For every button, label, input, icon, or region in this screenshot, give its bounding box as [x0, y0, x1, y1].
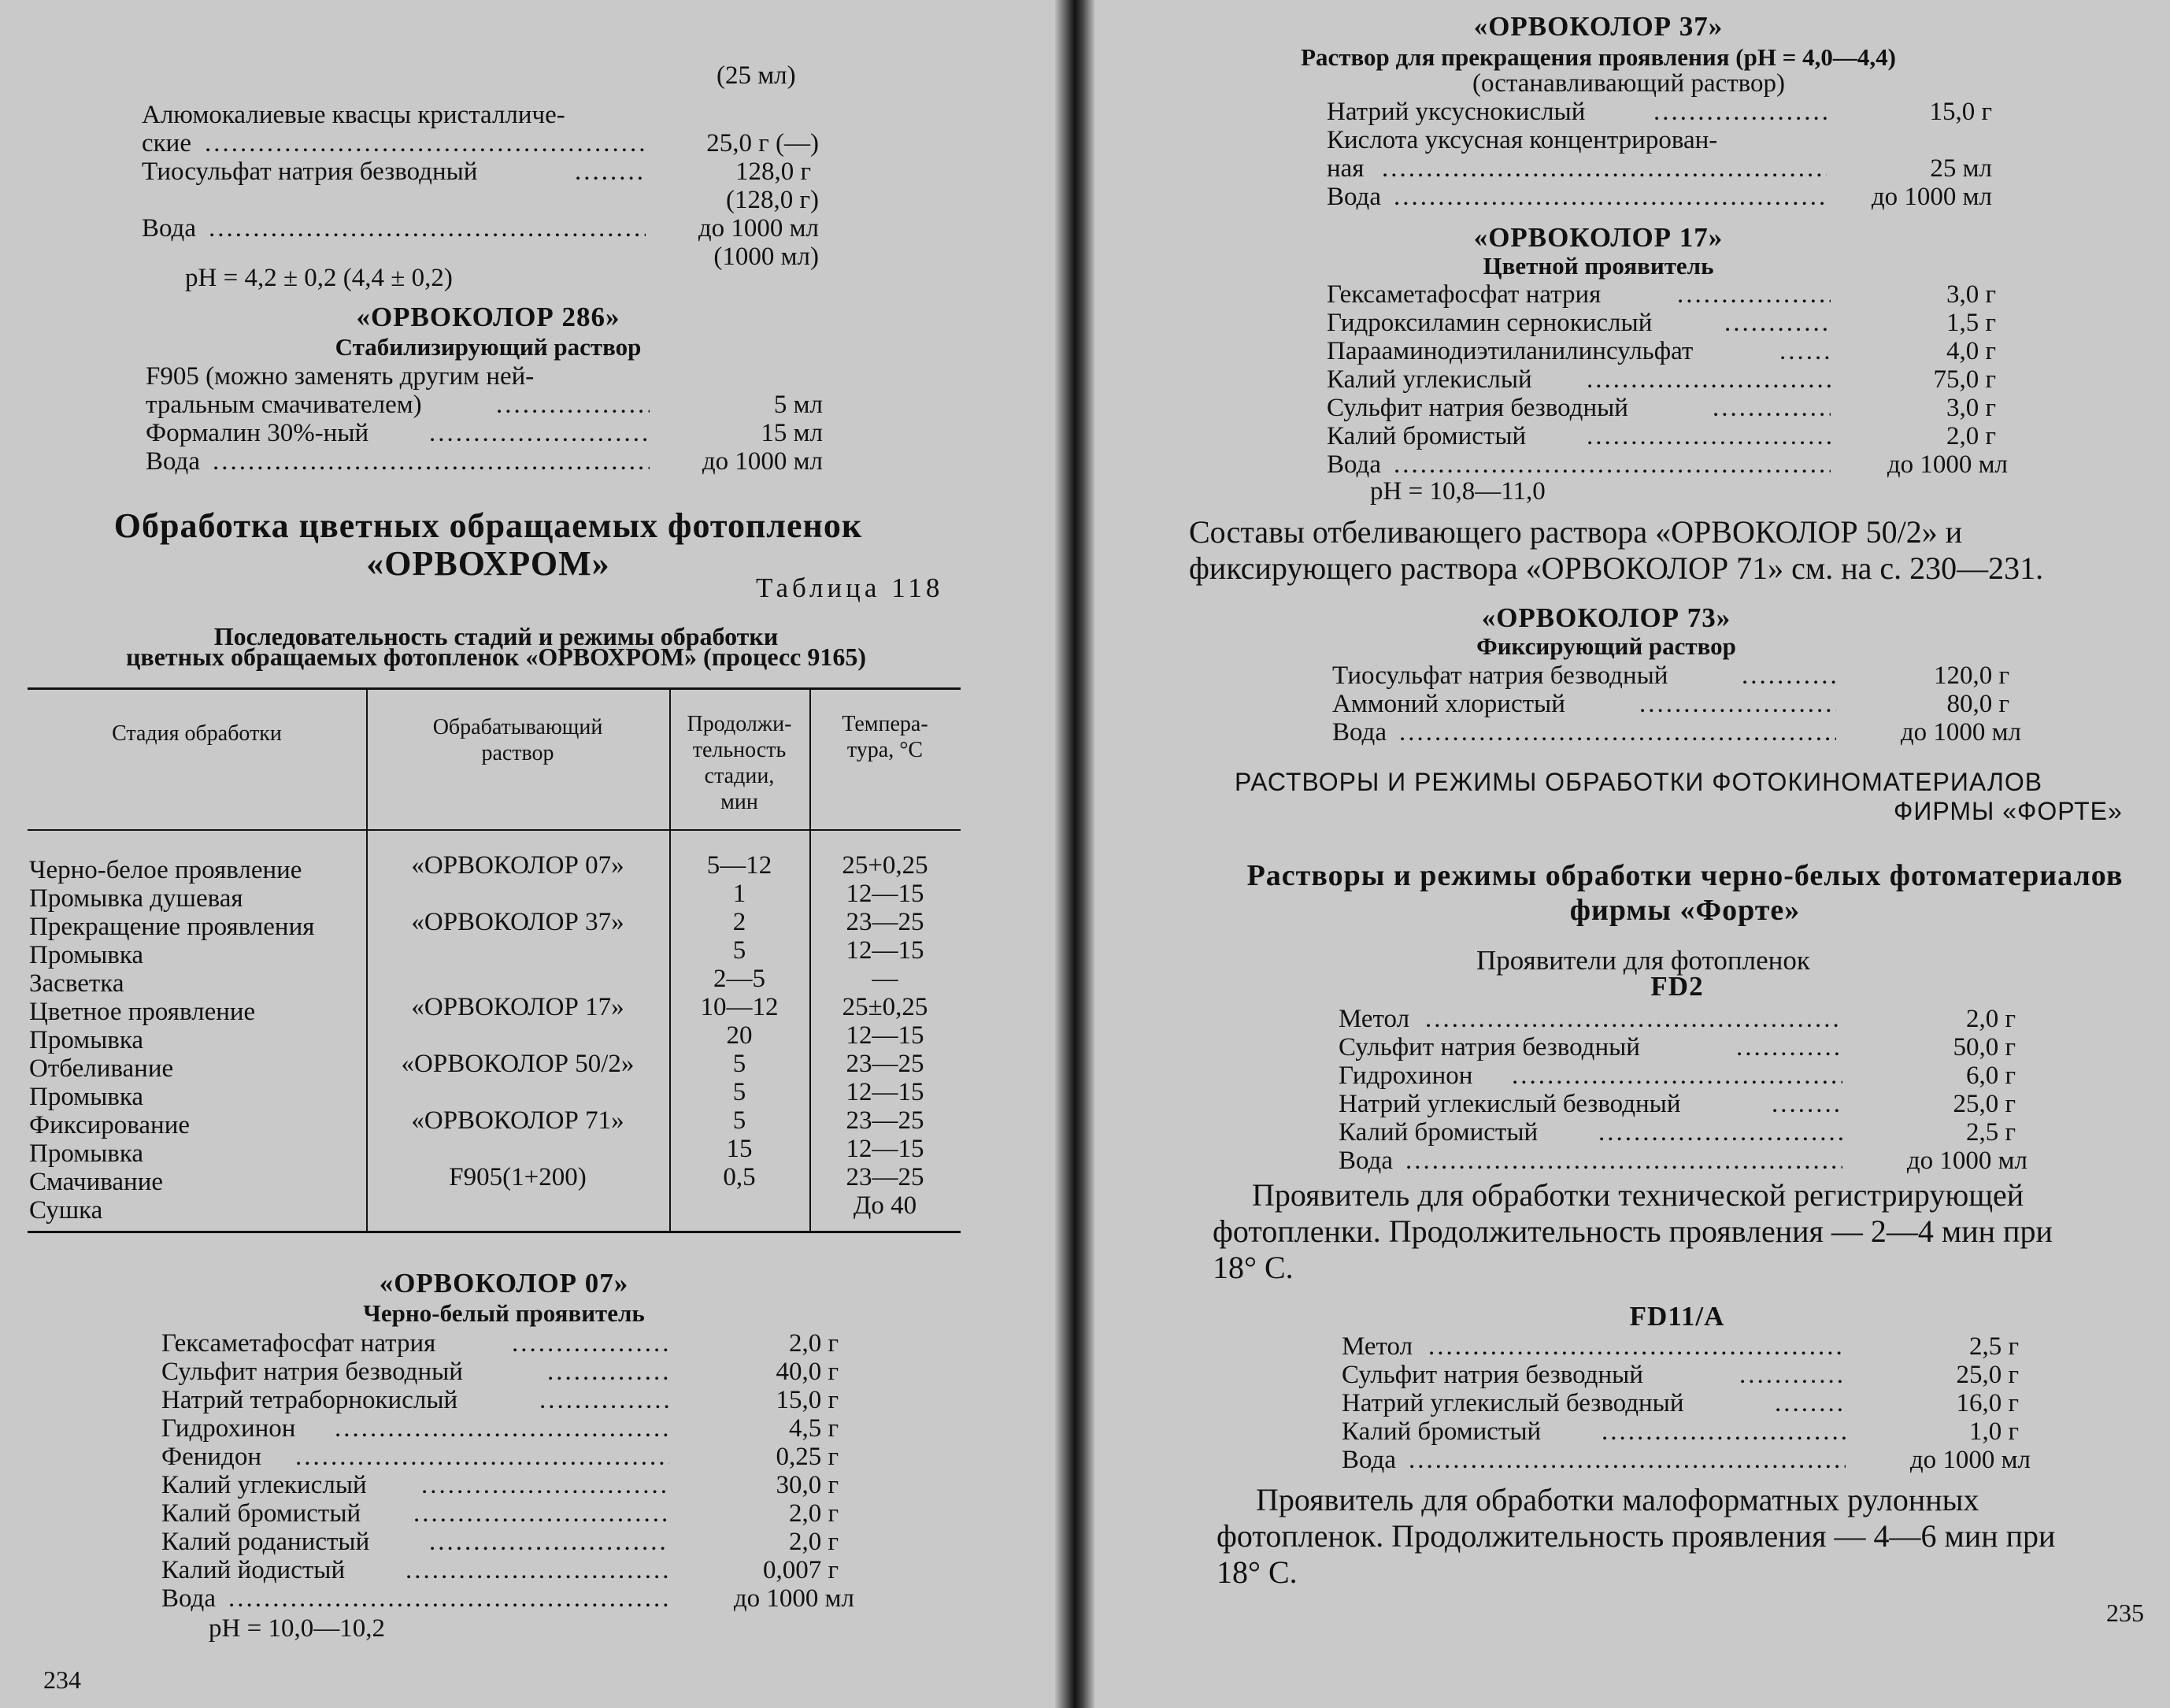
stage-cell: Сушка: [29, 1196, 103, 1224]
orvo73-recipe: [1332, 661, 2021, 747]
stage-cell: Промывка: [29, 941, 144, 969]
recipe-row: Кислота уксусная концентрирован-: [1327, 126, 1718, 154]
bw-heading: Растворы и режимы обработки черно-белых фотоматериалов: [1246, 859, 2124, 892]
recipe-subtitle-2: (останавливающий раствор): [1472, 69, 1785, 98]
recipe-row: (1000 мл): [713, 243, 819, 271]
orvo37-recipe: [1327, 98, 2004, 211]
table-caption: Последовательность стадий и режимы обработки: [213, 622, 779, 650]
recipe-row: Гексаметафосфат натрия ..... 3,0 г: [1327, 280, 2004, 309]
stage-cell: Черно-белое проявление: [29, 856, 302, 884]
solution-cell: F905(1+200): [449, 1163, 587, 1191]
recipe-row: Гидрохинон ..... 6,0 г: [1339, 1061, 2024, 1090]
duration-cell: 20: [726, 1021, 753, 1050]
temperature-cell: 25±0,25: [842, 993, 928, 1021]
recipe-row: Гексаметафосфат натрия ..... 2,0 г: [161, 1329, 846, 1358]
duration-cell: 5: [732, 936, 746, 965]
recipe-row: Калий углекислый ..... 75,0 г: [1327, 365, 2004, 394]
recipe-row: Вода ..... до 1000 мл: [1327, 450, 2004, 479]
stage-cell: Засветка: [29, 969, 124, 998]
stage-cell: Отбеливание: [29, 1054, 174, 1083]
duration-cell: 0,5: [723, 1163, 756, 1191]
recipe-row: Гидрохинон ..... 4,5 г: [161, 1414, 846, 1443]
section-title-2: «ОРВОХРОМ»: [366, 544, 610, 583]
header-temperature: Темпера- тура, °С: [842, 712, 928, 762]
recipe-row: Натрий углекислый безводный ..... 16,0 г: [1342, 1389, 2027, 1417]
temperature-cell: 23—25: [846, 908, 924, 936]
recipe-title: «ОРВОКОЛОР 17»: [1473, 222, 1724, 253]
ph-value: pH = 10,8—11,0: [1370, 477, 1546, 506]
temperature-cell: 23—25: [846, 1163, 924, 1191]
stage-cell: Промывка: [29, 1026, 144, 1054]
recipe-title: FD2: [1650, 971, 1704, 1002]
recipe-row: Калий бромистый ..... 2,0 г: [161, 1499, 846, 1528]
recipe-row: Алюмокалиевые квасцы кристалличе-: [142, 101, 565, 129]
temperature-cell: 12—15: [846, 1135, 924, 1163]
table-number: Таблица 118: [756, 572, 944, 603]
recipe-row: F905 (можно заменять другим ней-: [146, 362, 535, 391]
ph-value: pH = 10,0—10,2: [209, 1614, 385, 1643]
right-page: [1094, 0, 2170, 1708]
recipe-row: Калий йодистый ..... 0,007 г: [161, 1556, 846, 1584]
recipe-title: «ОРВОКОЛОР 37»: [1473, 11, 1724, 42]
recipe-row: Аммоний хлористый ..... 80,0 г: [1332, 690, 2017, 718]
temperature-cell: 12—15: [846, 936, 924, 965]
ph-value: pH = 4,2 ± 0,2 (4,4 ± 0,2): [185, 264, 453, 292]
orvo286-recipe: [146, 362, 831, 476]
duration-cell: 5: [732, 1078, 746, 1106]
solution-cell: «ОРВОКОЛОР 37»: [411, 908, 624, 936]
recipe-row: Сульфит натрия безводный ..... 50,0 г: [1339, 1033, 2024, 1061]
duration-cell: 2: [732, 908, 746, 936]
recipe-row: Натрий углекислый безводный ..... 25,0 г: [1339, 1090, 2024, 1118]
duration-cell: 5: [732, 1106, 746, 1135]
recipe-row: Тиосульфат натрия безводный ..... 120,0 г: [1332, 661, 2017, 690]
stage-cell: Цветное проявление: [29, 998, 256, 1026]
recipe-subtitle: Раствор для прекращения проявления (pH = 4,0—4,4): [1301, 43, 1896, 71]
recipe-row: Калий роданистый ..... 2,0 г: [161, 1528, 846, 1556]
duration-cell: 1: [732, 880, 746, 908]
left-page: [0, 0, 1055, 1708]
process-table: [28, 687, 961, 1254]
solution-cell: «ОРВОКОЛОР 07»: [411, 851, 624, 880]
fd2-recipe: [1339, 1005, 2027, 1175]
recipe-subtitle: Цветной проявитель: [1483, 252, 1714, 280]
recipe-row: Сульфит натрия безводный ..... 3,0 г: [1327, 394, 2004, 422]
page-number: 235: [2106, 1599, 2144, 1627]
section-title: Обработка цветных обращаемых фотопленок: [113, 506, 863, 545]
recipe-row: Гидроксиламин сернокислый ..... 1,5 г: [1327, 309, 2004, 337]
recipe-row: ские ..... 25,0 г (—): [142, 129, 827, 157]
stage-cell: Промывка: [29, 1139, 144, 1168]
recipe-row: Калий углекислый ..... 30,0 г: [161, 1471, 846, 1499]
recipe-subtitle: Фиксирующий раствор: [1476, 632, 1736, 660]
temperature-cell: 23—25: [846, 1106, 924, 1135]
recipe-title: «ОРВОКОЛОР 73»: [1481, 602, 1731, 633]
temperature-cell: До 40: [853, 1191, 917, 1220]
recipe-row: Метол ..... 2,0 г: [1339, 1005, 2024, 1033]
recipe-row: Вода ..... до 1000 мл: [146, 447, 831, 476]
recipe-row: ная ..... 25 мл: [1327, 154, 2004, 183]
temperature-cell: —: [872, 965, 898, 993]
header-duration: Продолжи- тельность стадии, мин: [687, 712, 792, 814]
solution-cell: «ОРВОКОЛОР 50/2»: [401, 1050, 635, 1078]
stage-cell: Промывка душевая: [29, 884, 243, 913]
recipe-title: FD11/A: [1629, 1301, 1725, 1332]
duration-cell: 15: [726, 1135, 753, 1163]
recipe-row: Вода ..... до 1000 мл: [1332, 718, 2017, 747]
fd11a-note: Проявитель для обработки малоформатных рулонных фотопленок. Продолжительность проявления — 4—6 мин при 18° С.: [1216, 1482, 2056, 1590]
solution-cell: «ОРВОКОЛОР 71»: [411, 1106, 624, 1135]
temperature-cell: 25+0,25: [842, 851, 928, 880]
recipe-row: Вода ..... до 1000 мл: [142, 214, 827, 243]
top-recipe: [142, 101, 827, 271]
reference-text: Составы отбеливающего раствора «ОРВОКОЛОР 50/2» и фиксирующего раствора «ОРВОКОЛОР 71» см. на с. 230—231.: [1189, 514, 2044, 586]
duration-cell: 10—12: [700, 993, 779, 1021]
stage-cell: Фиксирование: [29, 1111, 191, 1139]
book-spine: [1055, 0, 1094, 1708]
temperature-cell: 23—25: [846, 1050, 924, 1078]
header-stage: Стадия обработки: [112, 721, 282, 746]
stage-cell: Промывка: [29, 1083, 144, 1111]
recipe-subtitle: Стабилизирующий раствор: [335, 333, 642, 361]
recipe-row: Сульфит натрия безводный ..... 40,0 г: [161, 1358, 846, 1386]
recipe-row: тральным смачивателем) ..... 5 мл: [146, 391, 831, 419]
fd11a-recipe: [1342, 1332, 2031, 1474]
recipe-row: Метол ..... 2,5 г: [1342, 1332, 2027, 1361]
recipe-row: Вода ..... до 1000 мл: [1342, 1446, 2027, 1474]
bw-heading-2: фирмы «Форте»: [1569, 894, 1801, 927]
temperature-cell: 12—15: [846, 1078, 924, 1106]
recipe-row: Натрий уксуснокислый ..... 15,0 г: [1327, 98, 2004, 126]
recipe-row: (128,0 г): [725, 186, 819, 214]
section-heading: РАСТВОРЫ И РЕЖИМЫ ОБРАБОТКИ ФОТОКИНОМАТЕРИАЛОВ: [1235, 768, 2043, 796]
recipe-row: Калий бромистый ..... 2,0 г: [1327, 422, 2004, 450]
recipe-row: Формалин 30%-ный ..... 15 мл: [146, 419, 831, 447]
recipe-row: Калий бромистый ..... 1,0 г: [1342, 1417, 2027, 1446]
recipe-row: Парааминодиэтиланилинсульфат ..... 4,0 г: [1327, 337, 2004, 365]
recipe-row: Вода ..... до 1000 мл: [1327, 183, 2004, 211]
recipe-row: Вода ..... до 1000 мл: [1339, 1147, 2024, 1175]
orvo17-recipe: [1327, 280, 2008, 479]
recipe-title: «ОРВОКОЛОР 07»: [379, 1268, 629, 1299]
recipe-row: Тиосульфат натрия безводный ..... 128,0 г: [142, 157, 827, 186]
fd2-note: Проявитель для обработки технической регистрирующей фотопленки. Продолжительность проявления — 2—4 мин при 18° С.: [1213, 1177, 2053, 1285]
duration-cell: 5—12: [706, 851, 772, 880]
duration-cell: 2—5: [713, 965, 765, 993]
stage-cell: Прекращение проявления: [29, 913, 315, 941]
header-solution: Обрабатывающий раствор: [432, 715, 603, 765]
stage-cell: Смачивание: [29, 1168, 164, 1196]
recipe-row: Фенидон ..... 0,25 г: [161, 1443, 846, 1471]
top-note: (25 мл): [717, 61, 796, 90]
duration-cell: 5: [732, 1050, 746, 1078]
recipe-row: Калий бромистый ..... 2,5 г: [1339, 1118, 2024, 1147]
recipe-row: Вода ..... до 1000 мл: [161, 1584, 846, 1613]
recipe-row: Натрий тетраборнокислый ..... 15,0 г: [161, 1386, 846, 1414]
section-heading-2: ФИРМЫ «ФОРТЕ»: [1894, 797, 2123, 825]
recipe-subtitle: Черно-белый проявитель: [363, 1299, 645, 1327]
recipe-row: Сульфит натрия безводный ..... 25,0 г: [1342, 1361, 2027, 1389]
developers-label: Проявители для фотопленок: [1476, 945, 1810, 976]
recipe-title: «ОРВОКОЛОР 286»: [356, 302, 620, 332]
orvo07-recipe: [161, 1329, 854, 1613]
page-number: 234: [43, 1665, 81, 1694]
solution-cell: «ОРВОКОЛОР 17»: [411, 993, 624, 1021]
table-caption-2: цветных обращаемых фотопленок «ОРВОХРОМ» (процесс 9165): [125, 643, 867, 671]
temperature-cell: 12—15: [846, 880, 924, 908]
temperature-cell: 12—15: [846, 1021, 924, 1050]
